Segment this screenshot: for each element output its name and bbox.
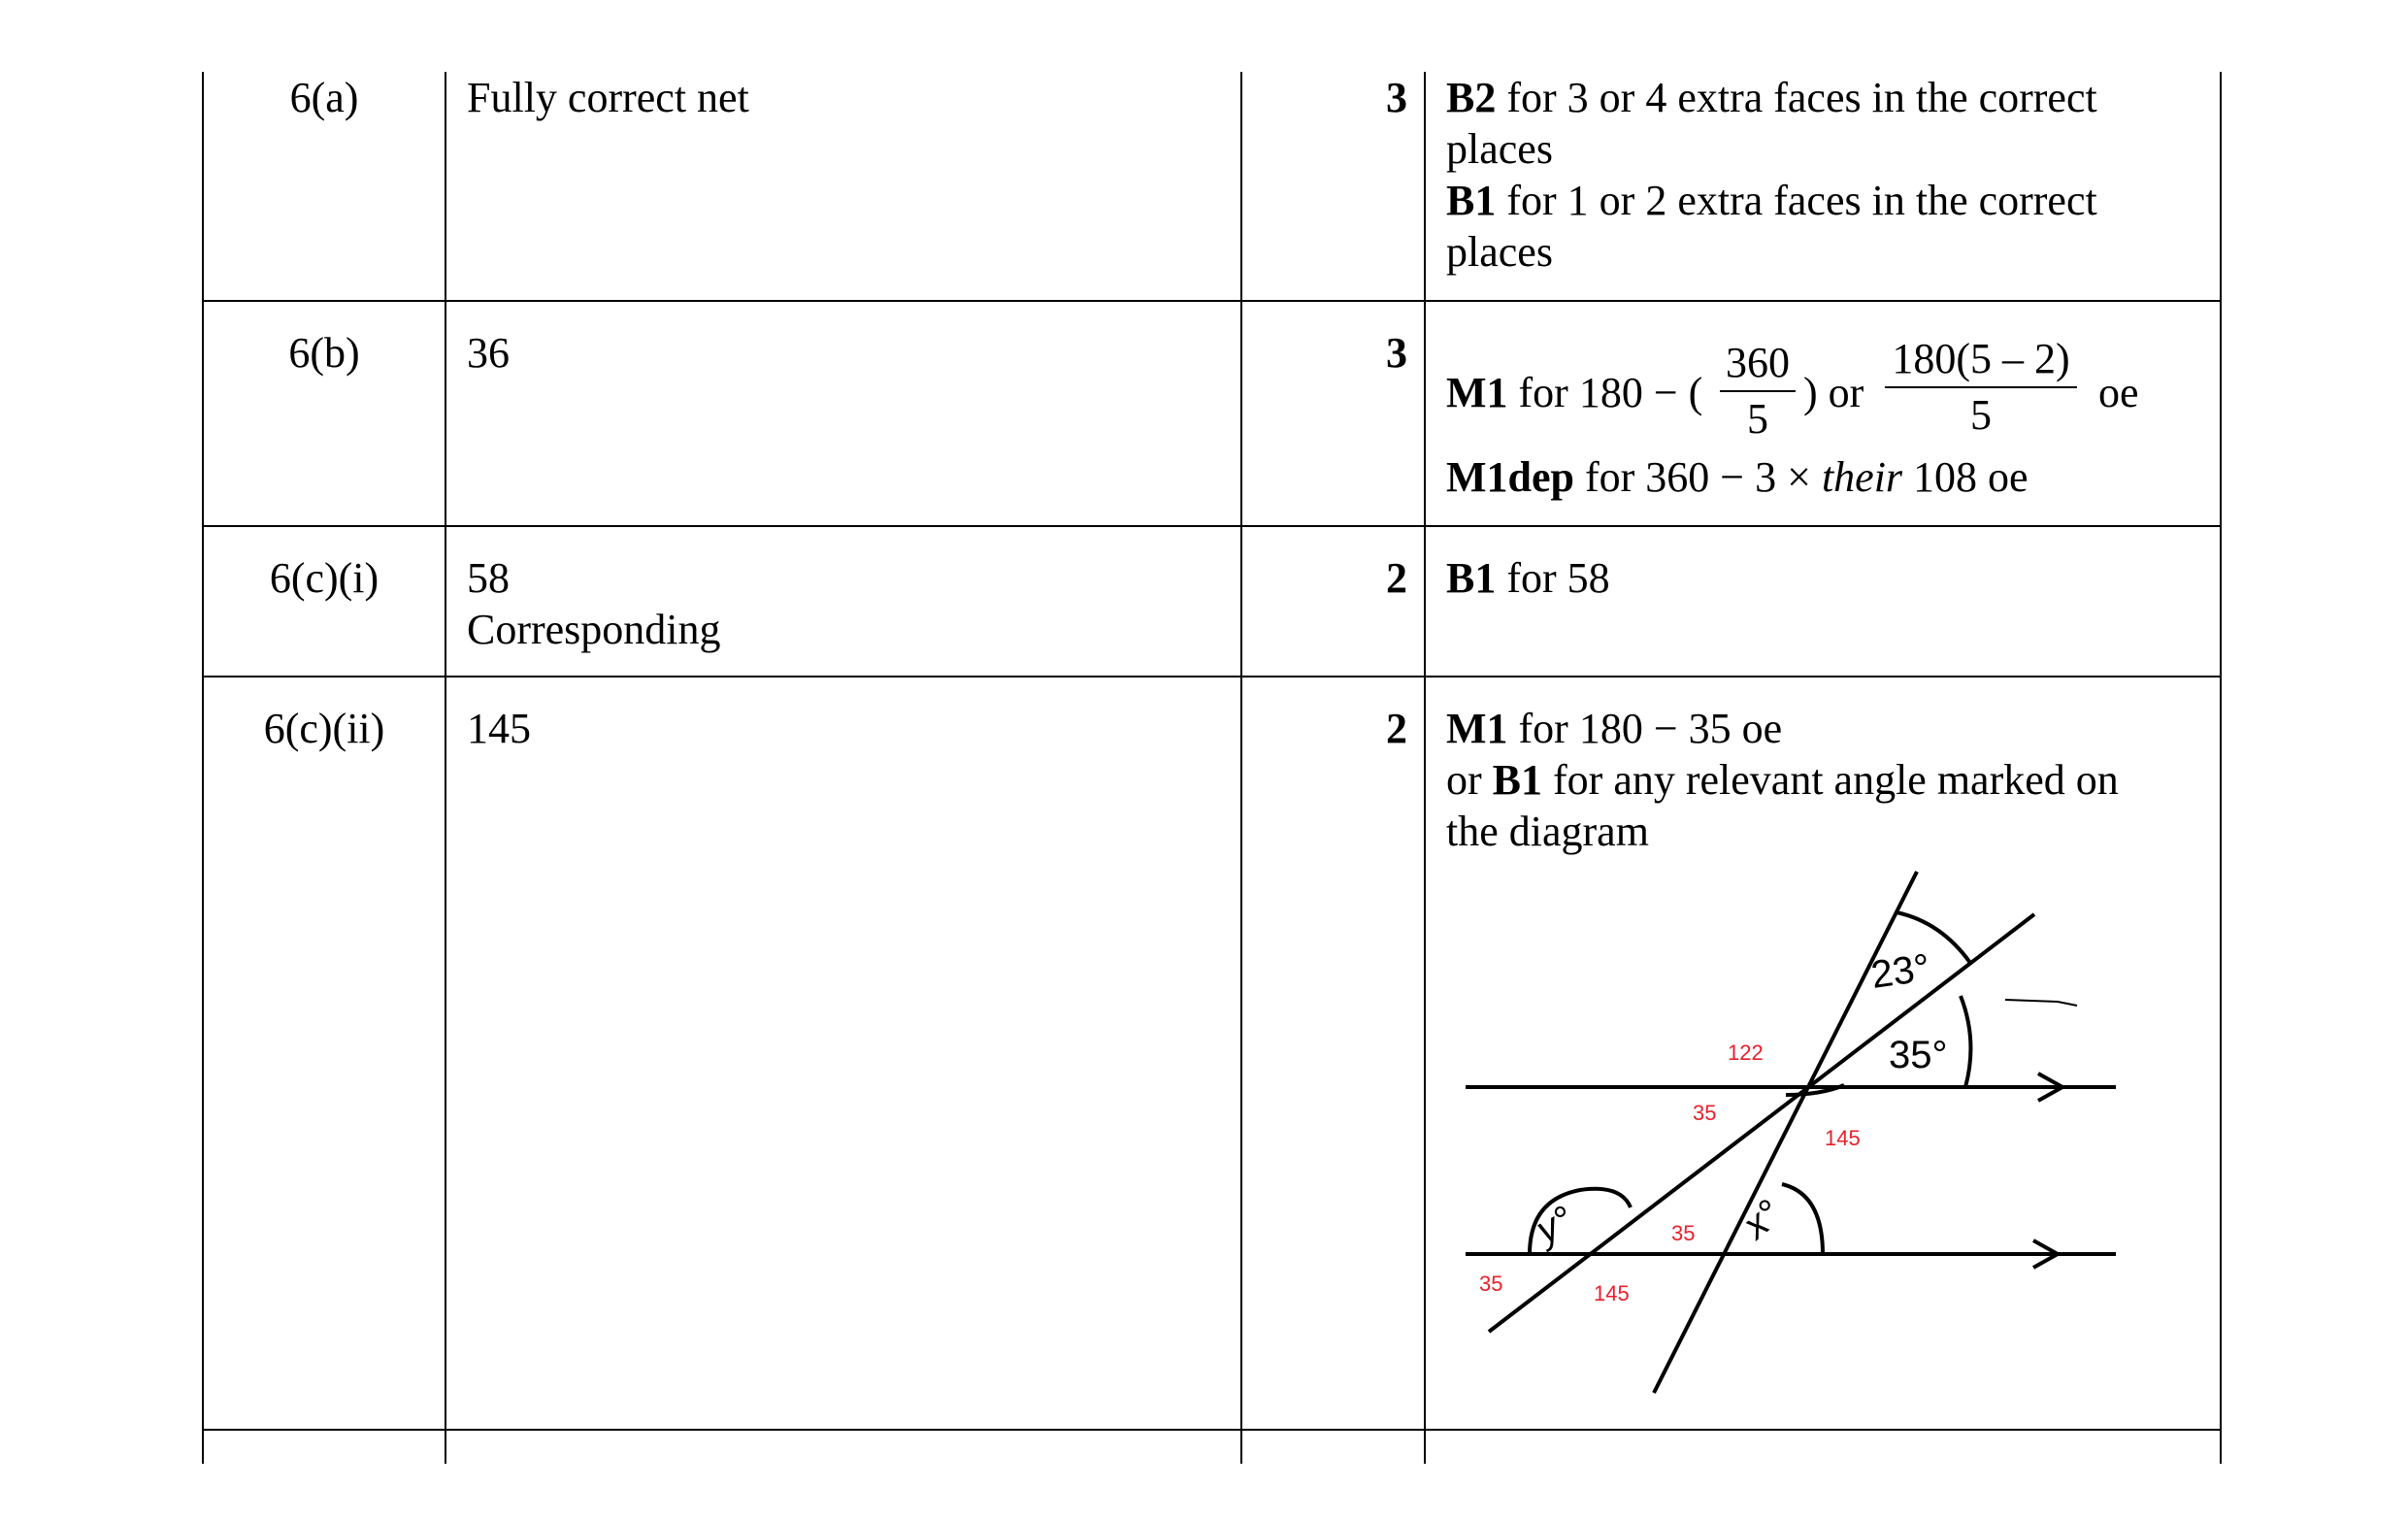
fraction-numerator: 180(5 – 2) (1892, 335, 2070, 382)
row-separator-4 (202, 1429, 2222, 1431)
guidance-text: ) or (1803, 369, 1864, 416)
angle-label-35: 35° (1889, 1034, 1948, 1076)
answer-text: 145 (467, 705, 531, 752)
table-divider-question (445, 72, 446, 1464)
transversal-shallow (1489, 914, 2034, 1332)
question-number: 6(b) (288, 329, 360, 377)
guidance-line (1446, 703, 1782, 754)
guidance-text: for 1 or 2 extra faces in the correct (1496, 177, 2097, 224)
answer-text: Fully correct net (467, 74, 749, 121)
angle-label-x: x° (1734, 1192, 1790, 1247)
question-number: 6(a) (289, 74, 359, 121)
guidance-text: for any relevant angle marked on (1542, 756, 2119, 804)
guidance-text: for 58 (1496, 554, 1610, 602)
angle-label-23: 23° (1868, 945, 1933, 997)
red-angle-label: 145 (1594, 1281, 1630, 1305)
fraction-numerator: 360 (1726, 339, 1790, 386)
answer-text: 36 (467, 329, 510, 377)
guidance-text: or (1446, 756, 1493, 804)
mark-code: M1 (1446, 705, 1508, 752)
answer-text: Corresponding (467, 606, 721, 653)
fraction-bar (1720, 390, 1796, 392)
guidance-line (1446, 552, 1610, 604)
fraction-360-over-5 (1720, 340, 1796, 443)
guidance-line (1446, 451, 2029, 503)
guidance-text: for 180 − 35 oe (1507, 705, 1783, 752)
transversal-steep (1654, 872, 1917, 1393)
red-angle-label: 35 (1693, 1101, 1717, 1125)
red-angle-label: 145 (1825, 1126, 1861, 1150)
fraction-180-times (1885, 336, 2077, 439)
marks-value: 2 (1386, 554, 1407, 602)
mark-code: B1 (1446, 177, 1497, 224)
mark-code: B1 (1446, 554, 1497, 602)
question-number: 6(c)(i) (269, 554, 379, 602)
marks-value: 3 (1386, 329, 1407, 377)
red-angle-label: 35 (1479, 1272, 1503, 1296)
pencil-mark (2005, 1000, 2077, 1006)
table-border-left (202, 72, 204, 1464)
row-separator-2 (202, 525, 2222, 527)
row-separator-1 (202, 300, 2222, 302)
mark-code: B1 (1492, 756, 1543, 804)
question-number: 6(c)(ii) (263, 705, 385, 752)
red-angle-label: 122 (1728, 1041, 1764, 1065)
fraction-denominator: 5 (1970, 391, 1992, 439)
guidance-line (1446, 754, 2119, 806)
guidance-text: oe (2098, 369, 2139, 416)
angle-diagram (1436, 854, 2174, 1417)
fraction-bar (1885, 386, 2077, 388)
mark-code: B2 (1446, 74, 1497, 121)
answer-text: 58 (467, 554, 510, 602)
guidance-line (1446, 175, 2097, 226)
table-border-right (2220, 72, 2222, 1464)
guidance-text: for 3 or 4 extra faces in the correct (1496, 74, 2097, 121)
guidance-line: places (1446, 125, 1553, 173)
guidance-text: for 180 − ( (1507, 369, 1703, 416)
angle-arc-x (1782, 1184, 1823, 1254)
guidance-line: places (1446, 228, 1553, 276)
marks-value: 3 (1386, 74, 1407, 121)
table-divider-marks (1424, 72, 1426, 1464)
mark-code: M1dep (1446, 453, 1574, 501)
table-divider-answer (1240, 72, 1242, 1464)
guidance-text: for 360 − 3 × (1574, 453, 1822, 501)
mark-code: M1 (1446, 369, 1508, 416)
red-angle-label: 35 (1671, 1221, 1696, 1245)
guidance-text: 108 oe (1902, 453, 2029, 501)
angle-arc-35 (1961, 996, 1970, 1087)
angle-label-y: y° (1529, 1198, 1581, 1252)
guidance-italic: their (1821, 453, 1903, 501)
row-separator-3 (202, 676, 2222, 677)
marks-value: 2 (1386, 705, 1407, 752)
guidance-line (1446, 367, 1702, 418)
fraction-denominator: 5 (1747, 395, 1768, 443)
guidance-line: the diagram (1446, 808, 1649, 855)
guidance-line (1446, 72, 2097, 123)
